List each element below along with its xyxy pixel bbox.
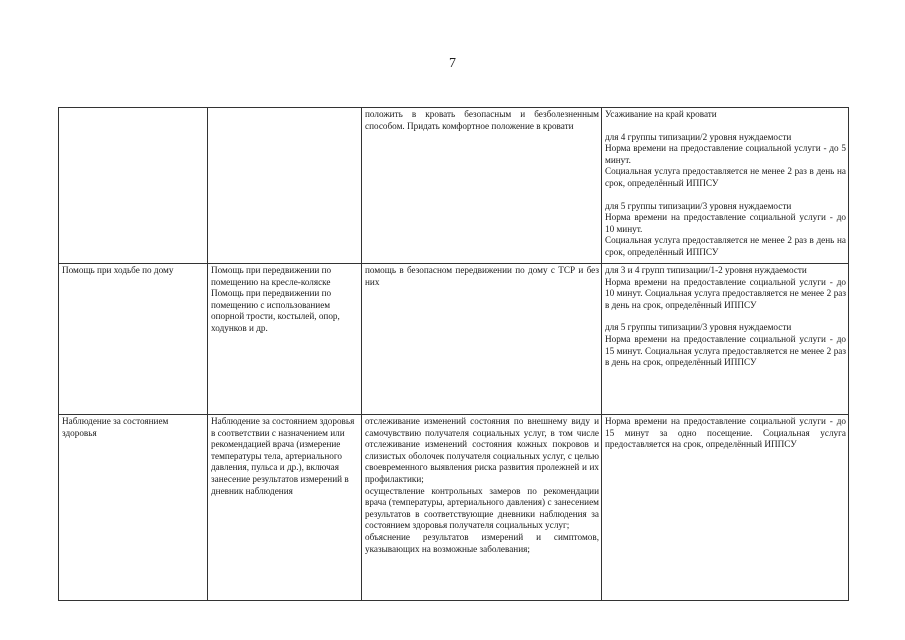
time-norm-cell <box>602 415 849 601</box>
service-name-cell: Наблюдение за состоянием здоровья <box>59 415 208 601</box>
time-norm-cell <box>602 108 849 264</box>
description-text: помощь в безопасном передвижении по дому с ТСР и без них <box>365 265 599 287</box>
page-number: 7 <box>449 56 456 71</box>
norm-text: Норма времени на предоставление социальной услуги - до 5 минут. <box>605 143 846 165</box>
norm-text: для 5 группы типизации/3 уровня нуждаемости <box>605 322 792 333</box>
norm-text: для 3 и 4 групп типизации/1-2 уровня нуждаемости <box>605 265 807 275</box>
description-text: положить в кровать безопасным и безболезненным способом. Придать комфортное положение в кровати <box>365 109 599 131</box>
services-table <box>58 107 849 601</box>
service-name-cell: Помощь при ходьбе по дому <box>59 264 208 415</box>
norm-text: для 4 группы типизации/2 уровня нуждаемости <box>605 131 792 142</box>
service-description-cell <box>362 108 602 264</box>
table-row <box>59 264 849 415</box>
norm-text: Усаживание на край кровати <box>605 109 717 119</box>
service-variant-cell: Наблюдение за состоянием здоровья в соответствии с назначением или рекомендацией врача (измерение температуры тела, артериального давления, пульса и др.), включая занесение результатов измерений в дневник наблюдения <box>208 415 362 601</box>
service-description-cell <box>362 264 602 415</box>
norm-text: для 5 группы типизации/3 уровня нуждаемости <box>605 200 792 211</box>
table-row <box>59 415 849 601</box>
table-row <box>59 108 849 264</box>
service-description-cell <box>362 415 602 601</box>
service-variant-cell: Помощь при передвижении по помещению на кресле-коляске Помощь при передвижении по помещению с использованием опорной трости, костылей, опор, ходунков и др. <box>208 264 362 415</box>
description-text: отслеживание изменений состояния по внешнему виду и самочувствию получателя социальных услуг, в том числе отслеживание изменений состояния кожных покровов и слизистых оболочек получателя социальных услуг, с целью своевременного выявления риска развития пролежней и их профилактики; <box>365 416 599 484</box>
description-text: осуществление контрольных замеров по рекомендации врача (температуры, артериального давления) с занесением результатов в соответствующие дневники наблюдения за состоянием здоровья получателя социальных услуг; <box>365 485 599 531</box>
norm-text: Норма времени на предоставление социальной услуги - до 15 минут за одно посещение. Социальная услуга предоставляется на срок, определённый ИППСУ <box>605 416 846 450</box>
norm-text: Норма времени на предоставление социальной услуги - до 15 минут. Социальная услуга предоставляется не менее 2 раз в день на срок, определённый ИППСУ <box>605 333 846 368</box>
description-text: объяснение результатов измерений и симптомов, указывающих на возможные заболевания; <box>365 531 599 554</box>
norm-text: Социальная услуга предоставляется не менее 2 раз в день на срок, определённый ИППСУ <box>605 166 846 188</box>
norm-text: Норма времени на предоставление социальной услуги - до 10 минут. <box>605 212 846 234</box>
norm-text: Социальная услуга предоставляется не менее 2 раз в день на срок, определённый ИППСУ <box>605 235 846 257</box>
service-name-cell <box>59 108 208 264</box>
norm-text: Норма времени на предоставление социальной услуги - до 10 минут. Социальная услуга предоставляется не менее 2 раз в день на срок, определённый ИППСУ <box>605 276 846 310</box>
service-variant-cell <box>208 108 362 264</box>
time-norm-cell <box>602 264 849 415</box>
